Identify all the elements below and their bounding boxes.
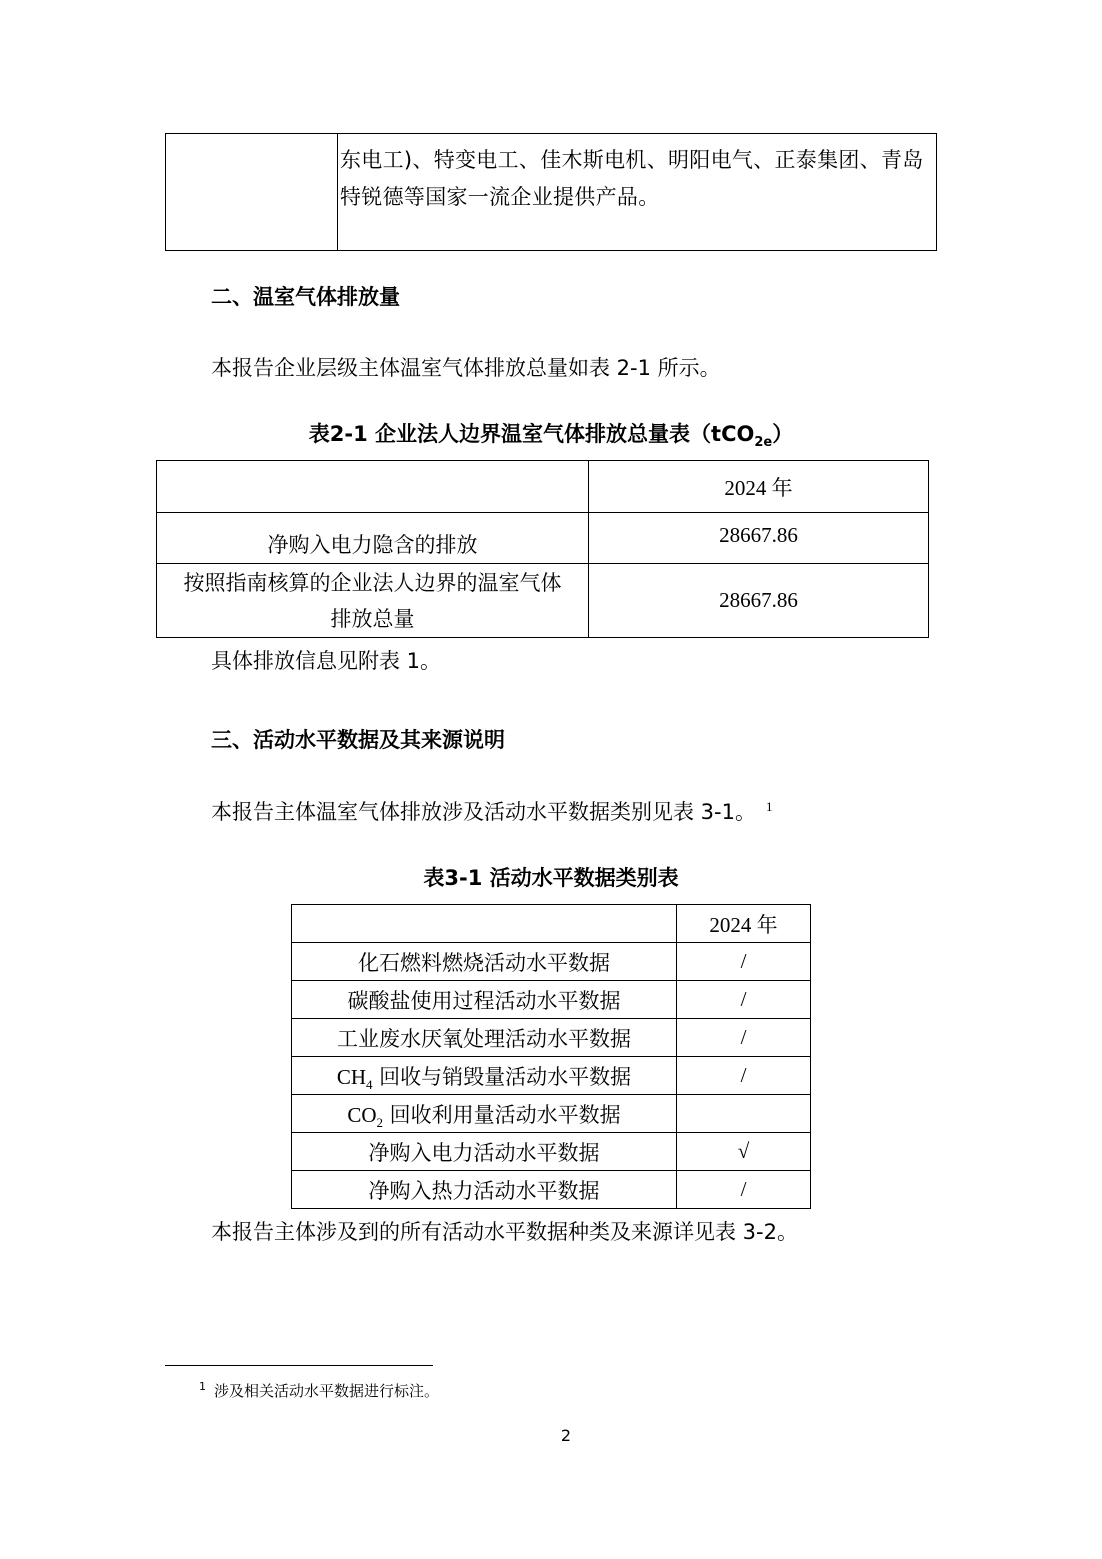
table-3-1-row-value: / bbox=[677, 1057, 811, 1095]
formula-subscript: 4 bbox=[366, 1076, 373, 1092]
page-number: 2 bbox=[560, 1426, 572, 1445]
table-3-1-row-label bbox=[292, 1095, 677, 1133]
formula-subscript: 2 bbox=[376, 1114, 383, 1130]
table-row bbox=[157, 461, 929, 513]
table-3-1-row-label: 碳酸盐使用过程活动水平数据 bbox=[292, 981, 677, 1019]
table-row bbox=[292, 905, 811, 943]
continuation-table-text-cell bbox=[338, 134, 937, 251]
table-row bbox=[292, 1171, 811, 1209]
table-2-1-row1-value: 28667.86 bbox=[589, 513, 929, 564]
footnote-separator bbox=[165, 1365, 433, 1366]
section3-heading: 三、活动水平数据及其来源说明 bbox=[211, 728, 505, 752]
footnote-reference: 1 bbox=[765, 799, 773, 814]
section3-note: 本报告主体涉及到的所有活动水平数据种类及来源详见表 3-2。 bbox=[211, 1220, 798, 1244]
continuation-table-empty-cell bbox=[166, 134, 338, 251]
table-3-1-row-value: √ bbox=[677, 1133, 811, 1171]
table-2-1-caption-main: 表2-1 企业法人边界温室气体排放总量表（tCO bbox=[308, 422, 755, 446]
table-3-1-row-label: 净购入电力活动水平数据 bbox=[292, 1133, 677, 1171]
table-3-1-row-label bbox=[292, 1057, 677, 1095]
section2-intro: 本报告企业层级主体温室气体排放总量如表 2-1 所示。 bbox=[211, 356, 721, 380]
table-2-1-row2-label bbox=[157, 564, 589, 638]
continuation-line-1: 东电工)、特变电工、佳木斯电机、明阳电气、正泰集团、青岛 bbox=[340, 148, 924, 172]
table-row bbox=[292, 1133, 811, 1171]
section2-heading: 二、温室气体排放量 bbox=[211, 285, 400, 309]
table-3-1-row-value: / bbox=[677, 981, 811, 1019]
table-3-1-row-value: / bbox=[677, 1171, 811, 1209]
formula-co: CO bbox=[347, 1102, 377, 1127]
table-2-1-header-empty bbox=[157, 461, 589, 513]
continuation-table bbox=[165, 133, 937, 251]
table-2-1 bbox=[156, 460, 929, 638]
table-row bbox=[292, 1095, 811, 1133]
label-text: 回收利用量活动水平数据 bbox=[383, 1102, 621, 1127]
table-3-1-header-empty bbox=[292, 905, 677, 943]
table-row bbox=[292, 1057, 811, 1095]
table-2-1-caption-end: ） bbox=[772, 422, 794, 446]
continuation-line-2: 特锐德等国家一流企业提供产品。 bbox=[340, 185, 660, 209]
table-row bbox=[157, 513, 929, 564]
table-3-1-row-label: 工业废水厌氧处理活动水平数据 bbox=[292, 1019, 677, 1057]
footnote bbox=[199, 1380, 439, 1401]
table-row bbox=[292, 1019, 811, 1057]
table-3-1-header-year: 2024 年 bbox=[677, 905, 811, 943]
table-3-1-row-value: / bbox=[677, 943, 811, 981]
table-row bbox=[292, 981, 811, 1019]
table-row bbox=[157, 564, 929, 638]
table-2-1-row2-value: 28667.86 bbox=[589, 564, 929, 638]
footnote-text: 涉及相关活动水平数据进行标注。 bbox=[214, 1382, 440, 1400]
table-3-1 bbox=[291, 904, 811, 1209]
table-2-1-caption-subscript: 2e bbox=[754, 435, 773, 451]
table-3-1-row-value: / bbox=[677, 1019, 811, 1057]
table-3-1-caption: 表3-1 活动水平数据类别表 bbox=[423, 866, 679, 890]
footnote-mark: 1 bbox=[199, 1380, 206, 1393]
table-2-1-caption bbox=[156, 418, 946, 451]
table-3-1-row-label: 化石燃料燃烧活动水平数据 bbox=[292, 943, 677, 981]
table-2-1-header-year: 2024 年 bbox=[589, 461, 929, 513]
table-2-1-row2-label-line2: 排放总量 bbox=[330, 606, 415, 631]
table-2-1-row1-label: 净购入电力隐含的排放 bbox=[157, 513, 589, 564]
table-3-1-row-value bbox=[677, 1095, 811, 1133]
table-3-1-row-label: 净购入热力活动水平数据 bbox=[292, 1171, 677, 1209]
section3-intro bbox=[211, 796, 772, 826]
label-text: 回收与销毁量活动水平数据 bbox=[372, 1064, 632, 1089]
table-2-1-row2-label-line1: 按照指南核算的企业法人边界的温室气体 bbox=[183, 570, 562, 595]
formula-ch: CH bbox=[336, 1064, 366, 1089]
section2-note: 具体排放信息见附表 1。 bbox=[211, 649, 442, 673]
section3-intro-text: 本报告主体温室气体排放涉及活动水平数据类别见表 3-1。 bbox=[211, 800, 756, 824]
table-row bbox=[292, 943, 811, 981]
